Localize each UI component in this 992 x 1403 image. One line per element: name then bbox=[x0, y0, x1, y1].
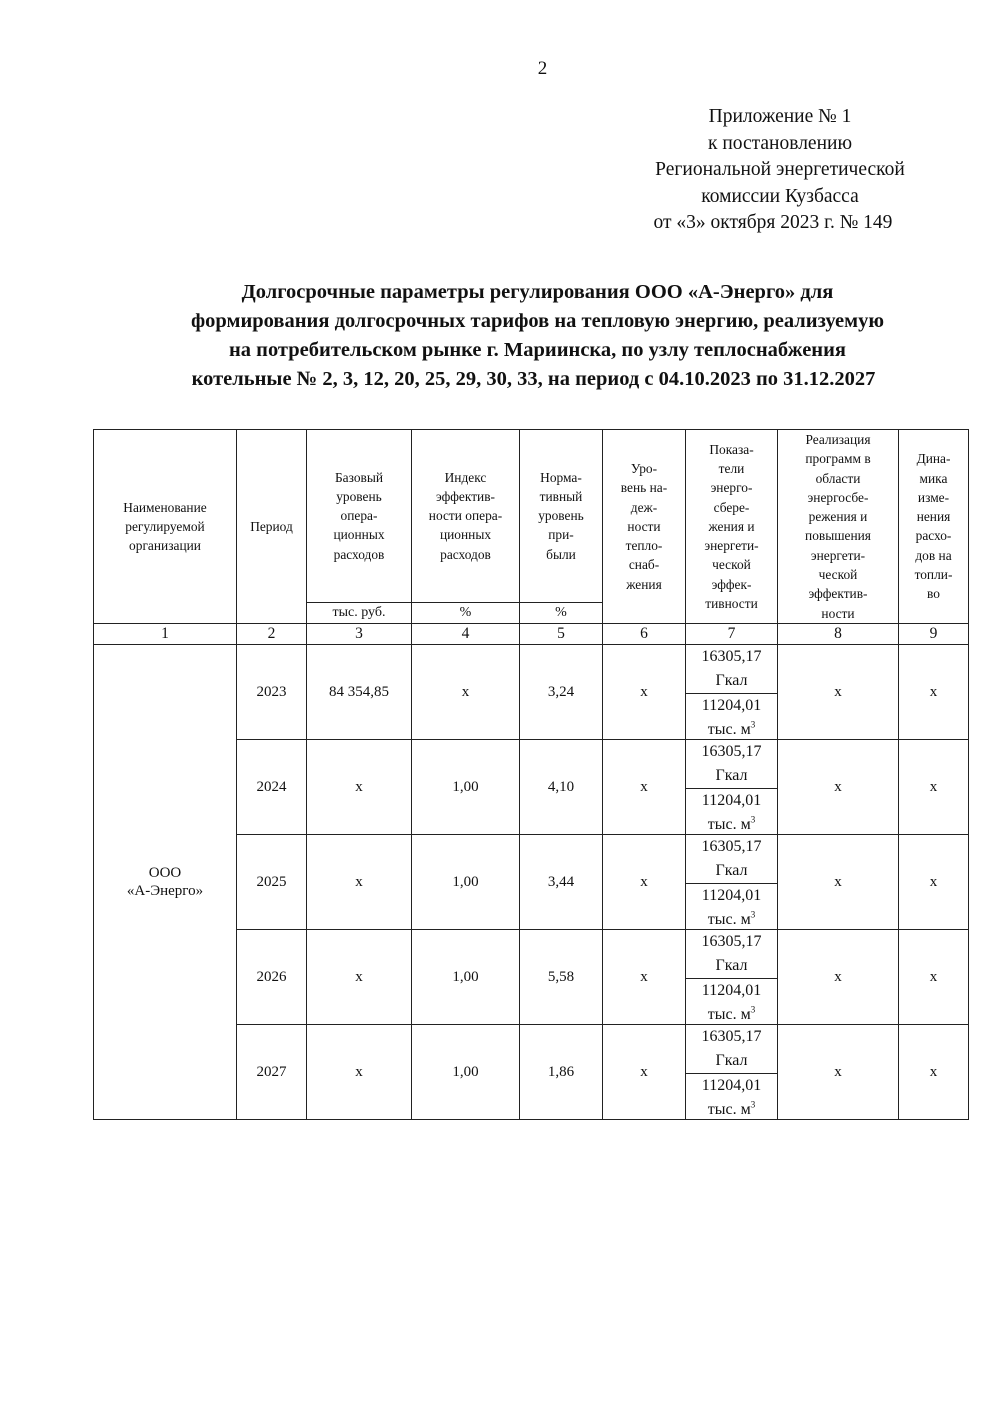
text-line: регулируемой bbox=[125, 518, 205, 534]
water-unit: тыс. $м^3$ bbox=[707, 719, 756, 738]
column-number: 3 bbox=[307, 623, 412, 644]
text-line: жения и bbox=[708, 518, 755, 534]
text-line: опера- bbox=[340, 508, 378, 524]
text-line: повышения bbox=[805, 528, 871, 544]
base-level-cell: х bbox=[307, 739, 412, 834]
water-unit: тыс. $м^3$ bbox=[707, 909, 756, 928]
title-line: котельные № 2, 3, 12, 20, 25, 29, 30, 33, на период с 04.10.2023 по 31.12.2027 bbox=[191, 368, 876, 390]
heat-unit: Гкал bbox=[715, 766, 748, 784]
text-line: ности bbox=[821, 605, 855, 621]
heat-unit: Гкал bbox=[715, 861, 748, 879]
header-fuel-dynamics bbox=[899, 430, 969, 624]
text-line: вень на- bbox=[620, 480, 668, 496]
efficiency-index-cell: 1,00 bbox=[412, 834, 520, 929]
table-row bbox=[94, 644, 969, 739]
fuel-dynamics-cell: х bbox=[899, 1024, 969, 1119]
appendix-line: Приложение № 1 bbox=[708, 106, 852, 127]
column-number: 9 bbox=[899, 623, 969, 644]
fuel-dynamics-cell: х bbox=[899, 929, 969, 1024]
header-programs bbox=[778, 430, 899, 624]
programs-cell: х bbox=[778, 739, 899, 834]
text-line: Реализация bbox=[805, 432, 871, 447]
reliability-cell: х bbox=[603, 644, 686, 739]
unit-index: % bbox=[412, 602, 520, 623]
unit-profit: % bbox=[520, 602, 603, 623]
text-line: были bbox=[546, 546, 576, 562]
text-line: топли- bbox=[914, 567, 953, 583]
text-line: ности опера- bbox=[428, 508, 503, 524]
heat-indicator bbox=[686, 740, 777, 788]
fuel-dynamics-cell: х bbox=[899, 739, 969, 834]
header-energy-indicators bbox=[686, 430, 778, 624]
text-line: при- bbox=[548, 527, 574, 543]
text-line: Норма- bbox=[540, 469, 582, 485]
text-line: Наименование bbox=[123, 499, 207, 515]
heat-unit: Гкал bbox=[715, 1051, 748, 1069]
appendix-line: Региональной энергетической bbox=[655, 159, 905, 180]
text-line: режения и bbox=[808, 509, 868, 525]
document-title bbox=[100, 278, 975, 394]
header-organization bbox=[94, 430, 237, 624]
year-cell: 2023 bbox=[237, 644, 307, 739]
fuel-dynamics-cell: х bbox=[899, 644, 969, 739]
reliability-cell: х bbox=[603, 834, 686, 929]
programs-cell: х bbox=[778, 834, 899, 929]
water-value: 11204,01 bbox=[701, 981, 762, 999]
text-line: уровень bbox=[336, 488, 382, 504]
reliability-cell: х bbox=[603, 739, 686, 834]
water-unit: тыс. $м^3$ bbox=[707, 814, 756, 833]
heat-indicator bbox=[686, 1025, 777, 1073]
unit-base: тыс. руб. bbox=[307, 602, 412, 623]
appendix-line: от «3» октября 2023 г. № 149 bbox=[653, 212, 893, 233]
text-line: тивный bbox=[539, 488, 583, 504]
text-line: расхо- bbox=[915, 528, 952, 544]
heat-unit: Гкал bbox=[715, 956, 748, 974]
heat-value: 16305,17 bbox=[701, 932, 762, 950]
column-number: 7 bbox=[686, 623, 778, 644]
column-number: 6 bbox=[603, 623, 686, 644]
programs-cell: х bbox=[778, 929, 899, 1024]
text-line: организации bbox=[129, 538, 201, 554]
text-line: эффектив- bbox=[808, 586, 868, 602]
water-value: 11204,01 bbox=[701, 791, 762, 809]
energy-indicators-cell bbox=[686, 929, 778, 1024]
fuel-dynamics-cell: х bbox=[899, 834, 969, 929]
organization-name bbox=[94, 644, 237, 1119]
water-indicator bbox=[686, 1073, 777, 1122]
header-base-level bbox=[307, 430, 412, 603]
reliability-cell: х bbox=[603, 929, 686, 1024]
profit-level-cell: 3,44 bbox=[520, 834, 603, 929]
text-line: тепло- bbox=[625, 538, 663, 554]
water-indicator bbox=[686, 788, 777, 837]
text-line: расходов bbox=[440, 546, 491, 562]
heat-indicator bbox=[686, 930, 777, 978]
text-line: Базовый bbox=[334, 469, 384, 485]
efficiency-index-cell: 1,00 bbox=[412, 1024, 520, 1119]
title-line: Долгосрочные параметры регулирования ООО «А-Энерго» для bbox=[241, 281, 834, 303]
text-line: изме- bbox=[917, 489, 950, 505]
text-line: ООО bbox=[148, 864, 182, 881]
efficiency-index-cell: 1,00 bbox=[412, 739, 520, 834]
year-cell: 2024 bbox=[237, 739, 307, 834]
text-line: ческой bbox=[712, 557, 751, 573]
page-number: 2 bbox=[537, 58, 548, 79]
water-value: 11204,01 bbox=[701, 886, 762, 904]
title-line: формирования долгосрочных тарифов на тепловую энергию, реализуемую bbox=[190, 310, 885, 332]
text-line: деж- bbox=[630, 499, 658, 515]
water-unit: тыс. $м^3$ bbox=[707, 1004, 756, 1023]
text-line: энергети- bbox=[810, 547, 866, 563]
energy-indicators-cell bbox=[686, 834, 778, 929]
title-line: на потребительском рынке г. Мариинска, по узлу теплоснабжения bbox=[228, 339, 847, 361]
text-line: Индекс bbox=[444, 469, 487, 485]
text-line: жения bbox=[626, 576, 662, 592]
water-indicator bbox=[686, 693, 777, 742]
reliability-cell: х bbox=[603, 1024, 686, 1119]
text-line: области bbox=[815, 470, 861, 486]
water-indicator bbox=[686, 978, 777, 1027]
heat-value: 16305,17 bbox=[701, 837, 762, 855]
column-number: 4 bbox=[412, 623, 520, 644]
base-level-cell: х bbox=[307, 929, 412, 1024]
heat-value: 16305,17 bbox=[701, 1027, 762, 1045]
water-value: 11204,01 bbox=[701, 696, 762, 714]
year-cell: 2025 bbox=[237, 834, 307, 929]
text-line: ческой bbox=[818, 567, 858, 583]
text-line: расходов bbox=[333, 546, 385, 562]
text-line: энергети- bbox=[704, 538, 759, 554]
text-line: энергосбе- bbox=[807, 489, 869, 505]
energy-indicators-cell bbox=[686, 1024, 778, 1119]
header-efficiency-index bbox=[412, 430, 520, 603]
profit-level-cell: 5,58 bbox=[520, 929, 603, 1024]
column-number: 2 bbox=[237, 623, 307, 644]
text-line: тивности bbox=[705, 596, 758, 612]
water-value: 11204,01 bbox=[701, 1076, 762, 1094]
text-line: Показа- bbox=[709, 441, 754, 457]
efficiency-index-cell: х bbox=[412, 644, 520, 739]
text-line: программ в bbox=[805, 451, 871, 467]
text-line: «А-Энерго» bbox=[126, 882, 204, 899]
year-cell: 2027 bbox=[237, 1024, 307, 1119]
appendix-line: к постановлению bbox=[707, 132, 853, 154]
text-line: сбере- bbox=[713, 499, 750, 515]
year-cell: 2026 bbox=[237, 929, 307, 1024]
text-line: ционных bbox=[439, 527, 492, 543]
text-line: уровень bbox=[538, 508, 584, 524]
text-line: Дина- bbox=[916, 451, 951, 467]
programs-cell: х bbox=[778, 644, 899, 739]
heat-unit: Гкал bbox=[715, 671, 748, 689]
text-line: энерго- bbox=[710, 480, 753, 496]
programs-cell: х bbox=[778, 1024, 899, 1119]
base-level-cell: х bbox=[307, 834, 412, 929]
header-profit-level bbox=[520, 430, 603, 603]
text-line: мика bbox=[919, 470, 948, 486]
energy-indicators-cell bbox=[686, 644, 778, 739]
base-level-cell: х bbox=[307, 1024, 412, 1119]
text-line: тели bbox=[718, 460, 745, 476]
water-unit: тыс. $м^3$ bbox=[707, 1099, 756, 1118]
water-indicator bbox=[686, 883, 777, 932]
profit-level-cell: 3,24 bbox=[520, 644, 603, 739]
text-line: Уро- bbox=[630, 460, 658, 476]
text-line: эффектив- bbox=[435, 488, 495, 504]
header-period: Период bbox=[237, 430, 307, 624]
appendix-line: комиссии Кузбасса bbox=[701, 185, 859, 207]
text-line: ности bbox=[627, 518, 661, 534]
text-line: ционных bbox=[333, 527, 385, 543]
profit-level-cell: 4,10 bbox=[520, 739, 603, 834]
energy-indicators-cell bbox=[686, 739, 778, 834]
heat-indicator bbox=[686, 835, 777, 883]
column-number: 8 bbox=[778, 623, 899, 644]
text-line: дов на bbox=[915, 547, 952, 563]
column-number: 5 bbox=[520, 623, 603, 644]
profit-level-cell: 1,86 bbox=[520, 1024, 603, 1119]
text-line: снаб- bbox=[628, 557, 660, 573]
heat-indicator bbox=[686, 645, 777, 693]
text-line: во bbox=[927, 586, 940, 602]
parameters-table bbox=[93, 429, 969, 1120]
appendix-block bbox=[600, 104, 960, 237]
text-line: нения bbox=[916, 509, 951, 525]
heat-value: 16305,17 bbox=[701, 742, 762, 760]
efficiency-index-cell: 1,00 bbox=[412, 929, 520, 1024]
base-level-cell: 84 354,85 bbox=[307, 644, 412, 739]
text-line: эффек- bbox=[711, 576, 752, 592]
header-reliability bbox=[603, 430, 686, 624]
column-number: 1 bbox=[94, 623, 237, 644]
heat-value: 16305,17 bbox=[701, 647, 762, 665]
